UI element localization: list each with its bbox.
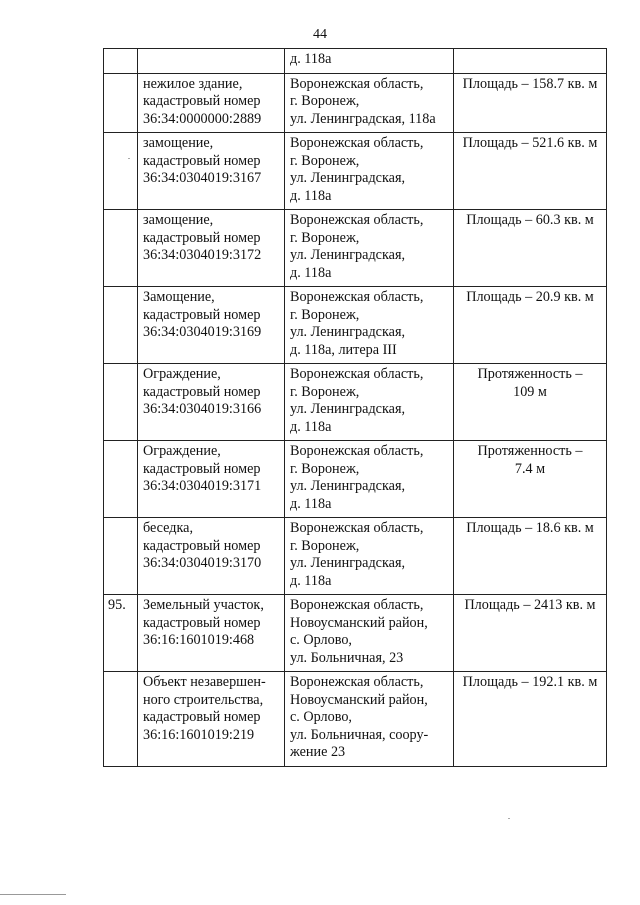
cell-text-line: г. Воронеж, — [290, 460, 360, 477]
characteristic-cell — [454, 73, 607, 133]
cell-text-line: Воронежская область, — [290, 75, 424, 92]
characteristic-cell — [454, 49, 607, 74]
cell-text-line: Площадь – 158.7 кв. м — [462, 75, 598, 92]
object-name-cell — [138, 672, 285, 767]
address-cell — [285, 49, 454, 74]
cell-text-line: Ограждение, — [143, 366, 221, 382]
characteristic-cell — [454, 672, 607, 767]
cell-text-line: д. 118а — [290, 418, 332, 435]
cell-text-line: г. Воронеж, — [290, 229, 360, 246]
cell-text-line: кадастровый номер — [143, 383, 261, 400]
cell-text-line: Объект незавершен- — [143, 674, 266, 690]
cell-text-line: г. Воронеж, — [290, 537, 360, 554]
cell-text-line: с. Орлово, — [290, 632, 352, 648]
object-name-cell — [138, 287, 285, 364]
cell-text-line: Воронежская область, — [290, 135, 424, 151]
row-number-cell — [104, 49, 138, 74]
cell-text-line: с. Орлово, — [290, 709, 352, 725]
cell-text-line: Замощение, — [143, 289, 215, 305]
characteristic-cell — [454, 595, 607, 672]
table-row — [104, 49, 607, 74]
cell-text-line: 36:34:0304019:3170 — [143, 555, 262, 571]
cell-text-line: Площадь – 192.1 кв. м — [462, 674, 598, 690]
cell-text-line: Воронежская область, — [290, 212, 424, 228]
cell-text-line: кадастровый номер — [143, 93, 261, 109]
cell-text-line: ного строительства, — [143, 691, 264, 708]
characteristic-cell — [454, 133, 607, 210]
row-number-cell — [104, 287, 138, 364]
row-number-cell — [104, 441, 138, 518]
cell-text-line: ул. Ленинградская, — [290, 247, 406, 263]
cell-text-line: кадастровый номер — [143, 460, 261, 477]
table-row — [104, 518, 607, 595]
address-cell — [285, 133, 454, 210]
cell-text-line: Воронежская область, — [290, 289, 424, 305]
cell-text-line: г. Воронеж, — [290, 93, 360, 109]
scan-artifact-dot — [508, 818, 510, 819]
scan-artifact-line — [0, 894, 66, 895]
cell-text-line: кадастровый номер — [143, 709, 261, 725]
cell-text-line: д. 118а, литера III — [290, 341, 397, 358]
address-cell — [285, 210, 454, 287]
characteristic-cell — [454, 210, 607, 287]
table-row — [104, 364, 607, 441]
characteristic-cell — [454, 364, 607, 441]
cell-text-line: ул. Ленинградская, — [290, 324, 406, 340]
cell-text-line: нежилое здание, — [143, 75, 243, 92]
cell-text-line: 36:34:0304019:3172 — [143, 247, 262, 263]
cell-text-line: д. 118а — [290, 495, 332, 512]
cell-text-line: беседка, — [143, 520, 194, 536]
table-row — [104, 210, 607, 287]
cell-text-line: ул. Ленинградская, — [290, 170, 406, 186]
cell-text-line: Площадь – 521.6 кв. м — [462, 135, 598, 151]
object-name-cell — [138, 49, 285, 74]
object-name-cell — [138, 210, 285, 287]
cell-text-line: ул. Больничная, соору- — [290, 726, 429, 743]
cell-text-line: кадастровый номер — [143, 229, 261, 246]
object-name-cell — [138, 441, 285, 518]
cell-text-line: кадастровый номер — [143, 537, 261, 554]
table-row — [104, 441, 607, 518]
row-number-cell — [104, 672, 138, 767]
cell-text-line: Воронежская область, — [290, 443, 424, 459]
property-table-body — [104, 49, 607, 767]
cell-text-line: замощение, — [143, 135, 214, 151]
cell-text-line: 36:34:0304019:3167 — [143, 170, 262, 186]
page-number: 44 — [313, 27, 327, 42]
address-cell — [285, 441, 454, 518]
cell-text-line: 36:34:0304019:3166 — [143, 401, 262, 417]
cell-text-line: Воронежская область, — [290, 366, 424, 382]
address-cell — [285, 287, 454, 364]
object-name-cell — [138, 595, 285, 672]
cell-text-line: Воронежская область, — [290, 520, 424, 536]
row-number-cell — [104, 364, 138, 441]
cell-text-line: г. Воронеж, — [290, 383, 360, 400]
cell-text-line: ул. Ленинградская, — [290, 401, 406, 417]
cell-text-line: Площадь – 18.6 кв. м — [466, 520, 594, 536]
row-number-cell — [104, 133, 138, 210]
cell-text-line: замощение, — [143, 212, 214, 228]
object-name-cell — [138, 73, 285, 133]
characteristic-cell — [454, 441, 607, 518]
address-cell — [285, 364, 454, 441]
cell-text-line: кадастровый номер — [143, 152, 261, 169]
cell-text-line: 95. — [108, 597, 126, 613]
cell-text-line: 36:34:0000000:2889 — [143, 110, 262, 127]
cell-text-line: г. Воронеж, — [290, 306, 360, 323]
cell-text-line: 36:16:1601019:468 — [143, 632, 255, 648]
table-row — [104, 595, 607, 672]
object-name-cell — [138, 364, 285, 441]
cell-text-line: 36:16:1601019:219 — [143, 726, 255, 743]
table-row — [104, 672, 607, 767]
cell-text-line: г. Воронеж, — [290, 152, 360, 169]
cell-text-line: жение 23 — [290, 744, 346, 760]
table-row — [104, 133, 607, 210]
cell-text-line: Площадь – 2413 кв. м — [464, 597, 596, 613]
cell-text-line: Новоусманский район, — [290, 691, 428, 708]
cell-text-line: кадастровый номер — [143, 306, 261, 323]
cell-text-line: Земельный участок, — [143, 597, 264, 613]
cell-text-line: кадастровый номер — [143, 614, 261, 631]
cell-text-line: д. 118а — [290, 187, 332, 204]
cell-text-line: ул. Ленинградская, — [290, 555, 406, 571]
cell-text-line: ул. Больничная, 23 — [290, 649, 404, 666]
cell-text-line: Протяженность – — [477, 443, 583, 459]
characteristic-cell — [454, 287, 607, 364]
address-cell — [285, 73, 454, 133]
table-row — [104, 287, 607, 364]
address-cell — [285, 595, 454, 672]
cell-text-line: Ограждение, — [143, 443, 221, 459]
cell-text-line: ул. Ленинградская, — [290, 478, 406, 494]
row-number-cell — [104, 210, 138, 287]
cell-text-line: д. 118а — [290, 264, 332, 281]
cell-text-line: 36:34:0304019:3171 — [143, 478, 262, 494]
cell-text-line: 36:34:0304019:3169 — [143, 324, 262, 340]
cell-text-line: Воронежская область, — [290, 597, 424, 613]
characteristic-cell — [454, 518, 607, 595]
cell-text-line: Воронежская область, — [290, 674, 424, 690]
row-number-cell — [104, 595, 138, 672]
address-cell — [285, 672, 454, 767]
property-table — [103, 48, 607, 767]
address-cell — [285, 518, 454, 595]
table-row — [104, 73, 607, 133]
cell-text-line: Площадь – 20.9 кв. м — [466, 289, 594, 305]
cell-text-line: 7.4 м — [514, 460, 546, 477]
cell-text-line: д. 118а — [290, 572, 332, 589]
object-name-cell — [138, 133, 285, 210]
cell-text-line: 109 м — [513, 383, 547, 400]
scan-artifact-dot — [128, 158, 130, 159]
cell-text-line: ул. Ленинградская, 118а — [290, 110, 436, 127]
cell-text-line: Новоусманский район, — [290, 614, 428, 631]
cell-text-line: Площадь – 60.3 кв. м — [466, 212, 594, 228]
object-name-cell — [138, 518, 285, 595]
cell-text-line: Протяженность – — [477, 366, 583, 382]
row-number-cell — [104, 73, 138, 133]
row-number-cell — [104, 518, 138, 595]
cell-text-line: д. 118а — [290, 51, 332, 67]
